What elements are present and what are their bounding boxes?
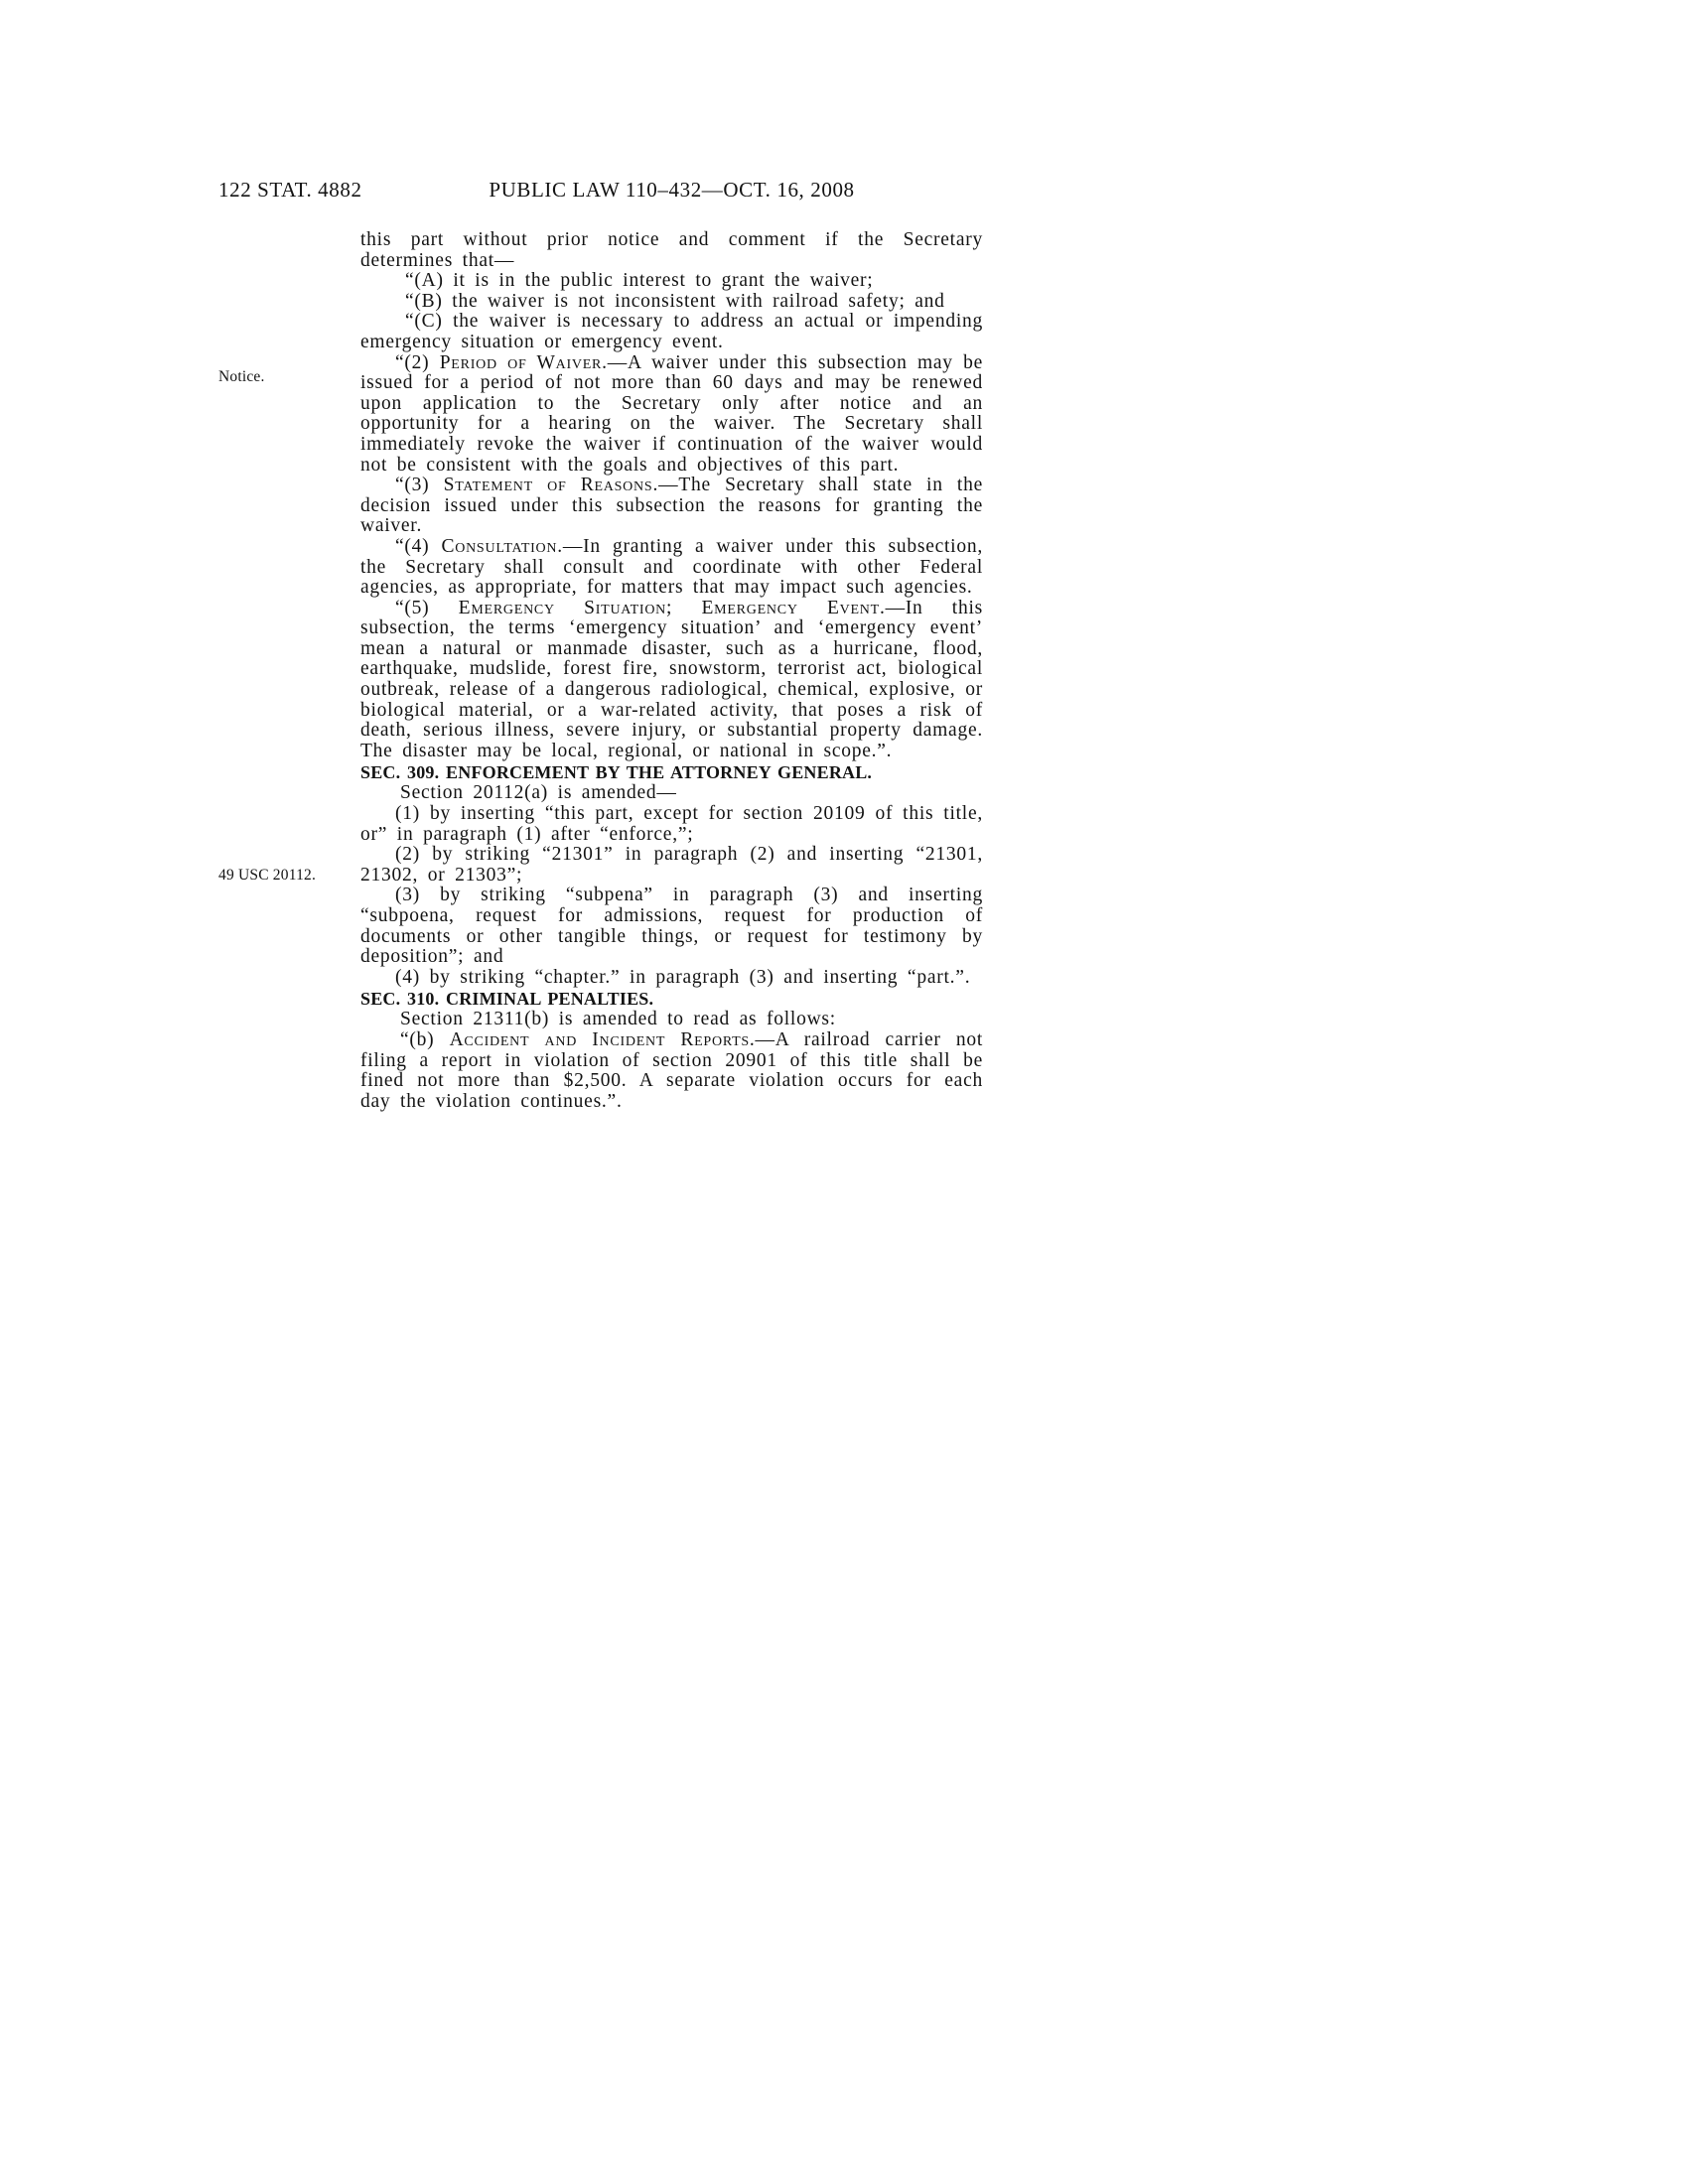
clause-c: “(C) the waiver is necessary to address an actual or impending emergency situation or emergency event. [360,311,983,352]
paragraph-3-statement-of-reasons: “(3) Statement of Reasons.—The Secretary shall state in the decision issued under this subsection the reasons for granting the waiver. [360,475,983,537]
law-title: PUBLIC LAW 110–432—OCT. 16, 2008 [489,178,855,202]
clause-a: “(A) it is in the public interest to grant the waiver; [405,270,874,292]
stat-page-number: 122 STAT. 4882 [218,178,362,202]
clause-b: “(B) the waiver is not inconsistent with railroad safety; and [405,290,945,312]
page-header [218,178,983,207]
sec-310-intro: Section 21311(b) is amended to read as follows: [400,1009,836,1030]
sec-309-item-1: (1) by inserting “this part, except for section 20109 of this title, or” in paragraph (1) after “enforce,”; [360,803,983,845]
sec-310-subsection-b: “(b) Accident and Incident Reports.—A railroad carrier not filing a report in violation of section 20901 of this title shall be fined not more than $2,500. A separate violation occurs for each day the violation continues.”. [360,1028,984,1112]
text-column [360,230,983,1112]
continuation-paragraph: this part without prior notice and comment if the Secretary determines that— [360,229,983,271]
margin-note-usc-citation: 49 USC 20112. [218,867,317,884]
sec-310-heading: SEC. 310. CRIMINAL PENALTIES. [360,989,654,1010]
sec-309-item-2: (2) by striking “21301” in paragraph (2) and inserting “21301, 21302, or 21303”; [360,844,983,886]
paragraph-5-emergency-definitions: “(5) Emergency Situation; Emergency Event.—In this subsection, the terms ‘emergency situation’ and ‘emergency event’ mean a natural or manmade disaster, such as a hurricane, flood, earthquake, mudslide, forest fire, snowstorm, terrorist act, biological outbreak, release of a dangerous radiological, chemical, explosive, or biological material, or a war-related activity, that poses a risk of death, serious illness, severe injury, or substantial property damage. The disaster may be local, regional, or national in scope.”. [360,597,983,761]
paragraph-2-period-of-waiver: “(2) Period of Waiver.—A waiver under this subsection may be issued for a period of not more than 60 days and may be renewed upon application to the Secretary only after notice and an opportunity for a hearing on the waiver. The Secretary shall immediately revoke the waiver if continuation of the waiver would not be consistent with the goals and objectives of this part. [360,351,983,476]
paragraph-4-consultation: “(4) Consultation.—In granting a waiver under this subsection, the Secretary shall consult and coordinate with other Federal agencies, as appropriate, for matters that may impact such agencies. [360,535,983,599]
margin-note-notice: Notice. [218,368,265,385]
sec-309-item-4: (4) by striking “chapter.” in paragraph (3) and inserting “part.”. [395,966,971,988]
sec-309-item-3: (3) by striking “subpena” in paragraph (3) and inserting “subpoena, request for admissions, request for production of documents or other tangible things, or request for testimony by deposition”; and [360,885,983,968]
sec-309-intro: Section 20112(a) is amended— [400,782,677,804]
sec-309-heading: SEC. 309. ENFORCEMENT BY THE ATTORNEY GENERAL. [360,762,873,783]
